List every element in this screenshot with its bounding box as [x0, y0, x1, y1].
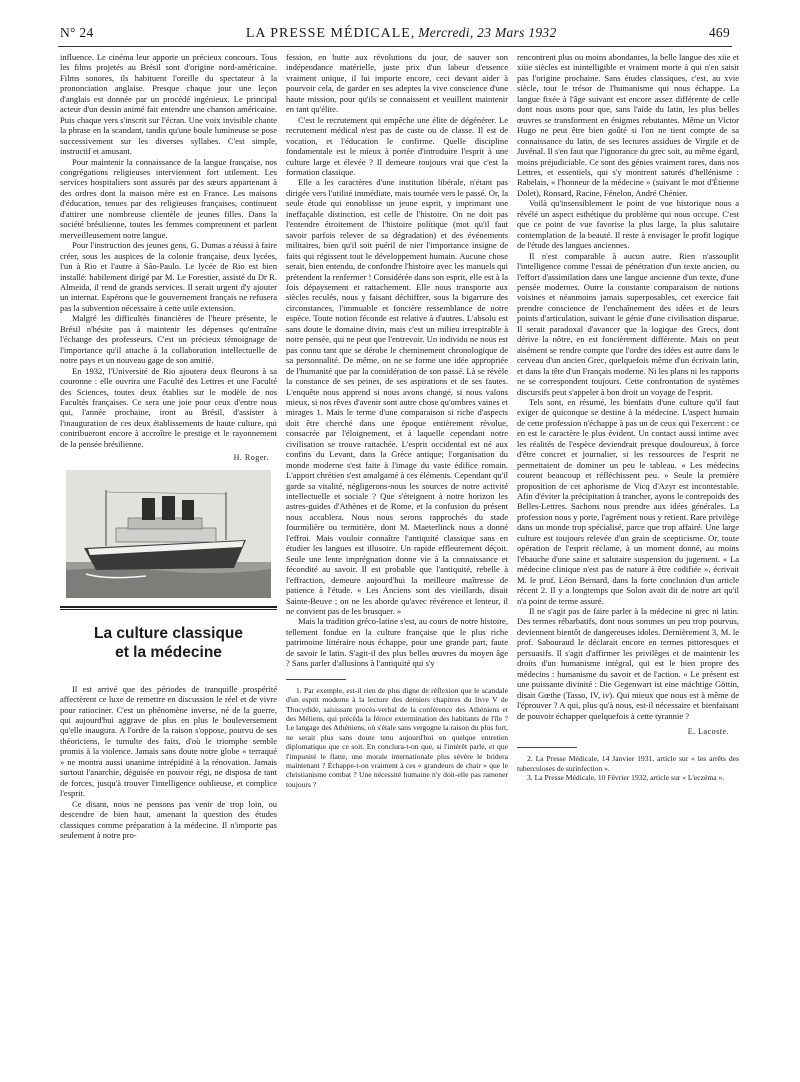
- paragraph: Tels sont, en résumé, les bienfaits d'une culture qu'il faut exiger de quiconque se destine à la médecine. L'aspect humain de cette profession n'échappe à pas un de ceux qui l'exercent : ce en est le caractère le plus évident. Un contact aussi intime avec les réalités de l'espèce deviendrait presque douloureux, à force d'être concret et journalier, si les ressources de l'esprit ne permettaient de dominer un peu le tableau. « Les médecins courent beaucoup et réfléchissent peu. » Seule la première proposition de cet aphorisme de Vicq d'Azyr est incontestable. Afin d'éviter la précipitation à trancher, ayons le contrepoids des Belles-Lettres. Sachons nous prendre aux idées générales. La profession nous y porte, l'agrément nous y retient. Rare privilège dans un monde trop spécialisé, parce que trop affairé. Une large culture est toujours relevée d'un grain de scepticisme. Or, toute opération de l'esprit réclame, à un moment donné, au moins l'ébauche d'une saine et salutaire suspension du jugement. « La médecine clinique n'est pas de nature à être codifiée », écrivait M. le prof. Léon Bernard, dans la forte conclusion d'un article récent 2. Il y a longtemps que Solon avait dit de notre art qu'il n'a point de terme assuré.: [517, 396, 739, 606]
- footnote: 1. Par exemple, est-il rien de plus digne de réflexion que le scandale d'un esprit moderne à la lecture des derniers chapitres du livre V de Thucydide, saisissant procès-verbal de la conférence des Athéniens et des Méliens, qui précéda la féroce extermination des habitants de l'île ? Le langage des Athéniens, où s'étale sans vergogne la raison du plus fort, ne serait plus sans doute tenu aujourd'hui en quelque entretien diplomatique que ce soit. En conclura-t-on que, si l'intérêt parle, et que l'impunité le flatte, une morale internationale plus sévère le bridera maintenant ? Échappe-t-on vraiment à ces « grandeurs de chair » que le christianisme combat ? Une nécessité humaine n'y doit-elle pas ramener toujours ?: [286, 685, 508, 789]
- footnote: 2. La Presse Médicale, 14 Janvier 1931, article sur « les arrêts des tuberculoses de surinfection ».: [517, 754, 739, 773]
- paragraph: Pour maintenir la connaissance de la langue française, nos congrégations religieuses interviennent fort utilement. Les services hospitaliers sont assurés par des sœurs appartenant à des ordres dont la maison mère est en France. Les maisons d'éducation, tenues par des religieuses françaises, continuent d'attirer une nombreuse clientèle de jeunes filles. Dans la société brésilienne, toutes les femmes comprennent et parlent merveilleusement notre langue.: [60, 156, 277, 240]
- paragraph: Il ne s'agit pas de faire parler à la médecine ni grec ni latin. Des termes rébarbatifs, dont nous sommes un peu trop pourvus, deviennent bientôt de dangereuses idoles. Dernièrement 3, M. le prof. Sabouraud le déclarait encore en termes pittoresques et persuasifs. Il s'agit d'affirmer les privilèges et de maintenir les droits d'un humanisme intégral, qui est le bien propre des médecins : humanisme du savoir et de l'action. « Le présent est une puissante divinité : Die Gegenwart ist eine mächtige Göttin, disait Gœthe (Tasso, IV, iv). Qui mieux que nous est à même de l'éprouver ? A qui, plus qu'à nous, est-il nécessaire et bienfaisant de pouvoir échapper quelquefois à cette tyrannie ?: [517, 606, 739, 721]
- paragraph: C'est le recrutement qui empêche une élite de dégénérer. Le recrutement médical n'est pas de caste ou de classe. Il est de vocation, et l'éducation le confirme. Quelle discipline fondamentale est le mieux à portée d'introduire l'esprit à une culture large et élevée ? Il demeure toujours vrai que c'est la formation classique.: [286, 114, 508, 177]
- footnote-rule: [286, 679, 346, 680]
- title-line-1: La culture classique: [93, 624, 244, 642]
- page-header: [60, 25, 730, 43]
- paragraph: influence. Le cinéma leur apporte un précieux concours. Tous les films projetés au Brésil sont d'origine nord-américaine. Films sonores, ils habituent l'oreille du spectateur à la prononciation anglaise. Presque chaque jour une leçon d'anglais est donnée par un procédé ingénieux. Le principal acteur d'un dessin animé fait entendre une chanson américaine. Puis chaque vers s'inscrit sur l'écran. Une voix invisible chante la phrase en la scandant, tandis qu'une boule lumineuse se pose successivement sur les diverses syllabes. C'est simple, instructif et amusant.: [60, 52, 277, 157]
- section-divider-thin: [60, 609, 277, 610]
- paragraph: Il n'est comparable à aucun autre. Rien n'assouplit l'intelligence comme l'essai de pénétration d'un texte ancien, ou l'effort d'assimilation dans une langue ancienne d'un texte, d'une pensée modernes. Outre la constante comparaison de notions voisines et néanmoins jamais superposables, cet exercice fait prendre conscience de l'enchaînement des idées et de leurs points d'articulation, suivant le génie d'une civilisation disparue. Il serait paradoxal d'avancer que la logique des Grecs, dont dérive la nôtre, en est foncièrement différente. Mais on peut aisément se rendre compte que l'ordre des idées est autre dans le cerveau d'un ancien Grec, quelquefois même d'un écrivain latin, et dans la tête d'un Français moderne. Ni les plans ni les rapports ne se correspondent toujours. Cette confrontation de systèmes discursifs peut s'appeler à bon droit un voyage de l'esprit.: [517, 250, 739, 397]
- paragraph: Elle a les caractères d'une institution libérale, n'étant pas dirigée vers l'utilité immédiate, mais tournée vers le passé. Or, la seule étude qui ennoblisse un jeune esprit, y imprimant une ineffaçable distinction, est celle de l'histoire. On ne doit pas l'entendre étroitement de l'histoire politique (mot qu'il faut savoir parfois relever de sa dégradation) et des événements militaires, bien qu'il soit puéril de nier l'importance insigne de faits qui régissent tout le développement humain. Aucune chose serait, bien entendu, de confondre l'histoire avec les manuels qui prétendent la renfermer ! Considérée dans son esprit, elle est à la fois dépaysement et rattachement. Elle nous transporte aux siècles reculés, nous y faisant déchiffrer, sous la bigarrure des circonstances, l'immuable et foncière ressemblance de notre espèce. Toute notion féconde est relative à d'autres. L'absolu est sans doute le domaine divin, mais c'est un milieu irrespirable à notre pensée, qui ne peut que l'entrevoir. Un individu ne nous est pas connu tant que se dérobe le cheminement chronologique de sa personnalité. De même, on ne se forme une idée appropriée de l'humanité que par la considération de son passé. Là se révèle la constance de ses peines, de ses aspirations et de ses fautes. L'enquête nous apprend si nous avons changé, si nous valons mieux, si nos rêves d'avenir sont autre chose qu'ombres vaines et mirages 1. Mais le terme d'une comparaison si riche d'aspects doit être cherché dans une époque entièrement révolue, consacrée par l'éloignement, et à laquelle cependant notre civilisation se trouve rattachée. L'esprit occidental est né aux confins du Levant, dans la Grèce antique; l'organisation du monde moderne s'est faite à l'image du vaste édifice romain. L'apport chrétien s'est amalgamé à ces éléments. Cependant qu'il garde sa vitalité, négligerons-nous les sources de notre activité intellectuelle et sociale ? Que s'éteignent à notre horizon les astres-guides d'Athènes et de Rome, et la confusion du présent nous accablera. Nous nous serons rapprochés du stade fourmilière ou termitière, dont M. Maeterlinck nous a donné l'effroi. Mais vouloir connaître l'antiquité classique sans en étudier les langues est illusoire. Un rapide effleurement déçoit. Seule une lente imprégnation donne vie à la connaissance et fécondité au savoir. Il est probable que l'antiquité, rebelle à l'effraction, demeure aujourd'hui la meilleure maîtresse de patience à l'étude. « Les Anciens sont des vieillards, disait Sainte-Beuve ; on ne les aborde qu'avec révérence et lenteur, il ne convient pas de les brusquer. »: [286, 177, 508, 617]
- article-title: [60, 624, 277, 662]
- footnote: 3. La Presse Médicale, 10 Février 1932, article sur « L'eczéma ».: [527, 773, 725, 783]
- paragraph: Ce disant, nous ne pensons pas venir de trop loin, ou descendre de bien haut, amenant la question des études classiques comme préparation à la médecine. Il n'importe pas seulement à notre pro-: [60, 798, 277, 841]
- issue-number: N° 24: [60, 25, 94, 40]
- paragraph: Il est arrivé que des périodes de tranquille prospérité affectèrent ce luxe de remettre en discussion le réel et de vivre pour ratiociner. C'est un phénomène inverse, né de la guerre, qui aujourd'hui aggrave de plus en plus le bouleversement qu'elle inaugura. A l'ordre de la raison s'oppose, pourvu de ses théoriciens, le tumulte des faits, d'où le triomphe semble promis à la violence. Jamais sans doute notre globe « terraqué » ne montra aussi unanime intrépidité à la rénovation. Jamais surtout l'anarchie, déguisée en pouvoir régi, ne disposa de tant de forces, jusqu'à trouver l'intelligence oublieuse, et complice l'esprit.: [60, 683, 277, 799]
- signature: E. Lacoste.: [687, 727, 729, 736]
- column-left: [60, 52, 277, 840]
- column-right: [517, 52, 739, 783]
- paragraph: fession, en butte aux révolutions du jour, de sauver son indépendance matérielle, juste prix d'un labeur d'essence vraiment unique, il lui importe encore, ceci devant aider à pourvoir cela, de garder en ses adeptes la vive conscience d'une haute mission, pour qu'ils se connaissent et veuillent maintenir en tant qu'élite.: [286, 52, 508, 115]
- ship-drawing: [66, 470, 271, 598]
- section-divider: [60, 606, 277, 608]
- footnotes: [286, 686, 508, 789]
- column-middle: [286, 52, 508, 789]
- footnote-rule: [517, 747, 577, 748]
- journal-title: LA PRESSE MÉDICALE, Mercredi, 23 Mars 1932: [245, 25, 557, 41]
- journal-name: LA PRESSE MÉDICALE: [245, 26, 411, 41]
- title-line-2: et la médecine: [115, 643, 222, 661]
- paragraph: En 1932, l'Université de Rio ajoutera deux fleurons à sa couronne : elle ouvrira une Faculté des Lettres et une Faculté des Sciences, toutes deux établies sur le modèle de nos Facultés françaises. Ce sera une joie pour ceux d'entre nous qui, l'année prochaine, iront au Brésil, d'assister à l'inauguration de ces deux établissements de haute culture, qui contribueront encore à accroître le prestige et le rayonnement de la pensée brésilienne.: [60, 365, 277, 449]
- footnotes: [517, 754, 739, 782]
- paragraph: Malgré les difficultés financières de l'heure présente, le Brésil n'hésite pas à maintenir les dépenses qu'entraîne l'échange des professeurs. C'est un précieux témoignage de l'importance qu'il attache à la collaboration intellectuelle de notre pays et un nouveau gage de son amitié.: [60, 313, 277, 366]
- paragraph: Mais la tradition gréco-latine s'est, au cours de notre histoire, tellement fondue en la culture française que le plus riche patrimoine littéraire nous échappe, pour une grande part, faute de savoir le latin. S'agit-il des plus belles œuvres du moyen âge ? Sans parler d'allusions à l'antiquité qui s'y: [286, 616, 508, 669]
- ocean-liner-illustration: [66, 470, 271, 598]
- paragraph: rencontrent plus ou moins abondantes, la belle langue des xiie et xiiie siècles est inintelligible et vraiment morte à qui n'en saisit pas l'origine prochaine. Sans études classiques, c'est, au xvie siècle, tout le trésor de l'humanisme qui nous échappe. La langue fixée à l'âge suivant est encore assez différente de celle dont nous usons pour que, sans l'aide du latin, les plus belles œuvres se transforment en énigmes rebutantes. Même un Victor Hugo ne peut être bien goûté si l'on ne tient compte de sa connaissance du latin, de ses lectures assidues de Virgile et de Juvénal. Il s'en faut que l'ignorance du grec soit, au même égard, moins préjudiciable. Ce sont des génies vraiment rares, dans nos Lettres, et essentiels, qui s'y montrent saturés d'hellénisme : Rabelais, « l'honneur de la médecine » (suivant le mot d'Étienne Dolet), Ronsard, Racine, Fénelon, André Chénier.: [517, 52, 739, 198]
- paragraph: Voilà qu'insensiblement le point de vue historique nous a révélé un aspect esthétique du problème qui nous occupe. C'est que ce point de vue favorise la plus large, la plus salutaire contemplation de la beauté. Il reste à envisager le profit logique de l'étude des langues anciennes.: [517, 198, 739, 251]
- issue-date: Mercredi, 23 Mars 1932: [418, 25, 557, 40]
- paragraph: Pour l'instruction des jeunes gens, G. Dumas a réussi à faire créer, sous les auspices de la colonie française, deux lycées, l'un à Rio et l'autre à São-Paulo. Le lycée de Rio est bien installé: habilement dirigé par M. Le Forestier, assisté du Dr R. Almeida, il rend de grands services. Il serait urgent d'y ajouter un internat. Espérons que le gouvernement français ne refusera pas la subvention nécessaire à cette utile extension.: [60, 240, 277, 313]
- signature: H. Roger.: [233, 453, 269, 463]
- page-number: 469: [708, 25, 730, 40]
- header-rule: [58, 46, 732, 47]
